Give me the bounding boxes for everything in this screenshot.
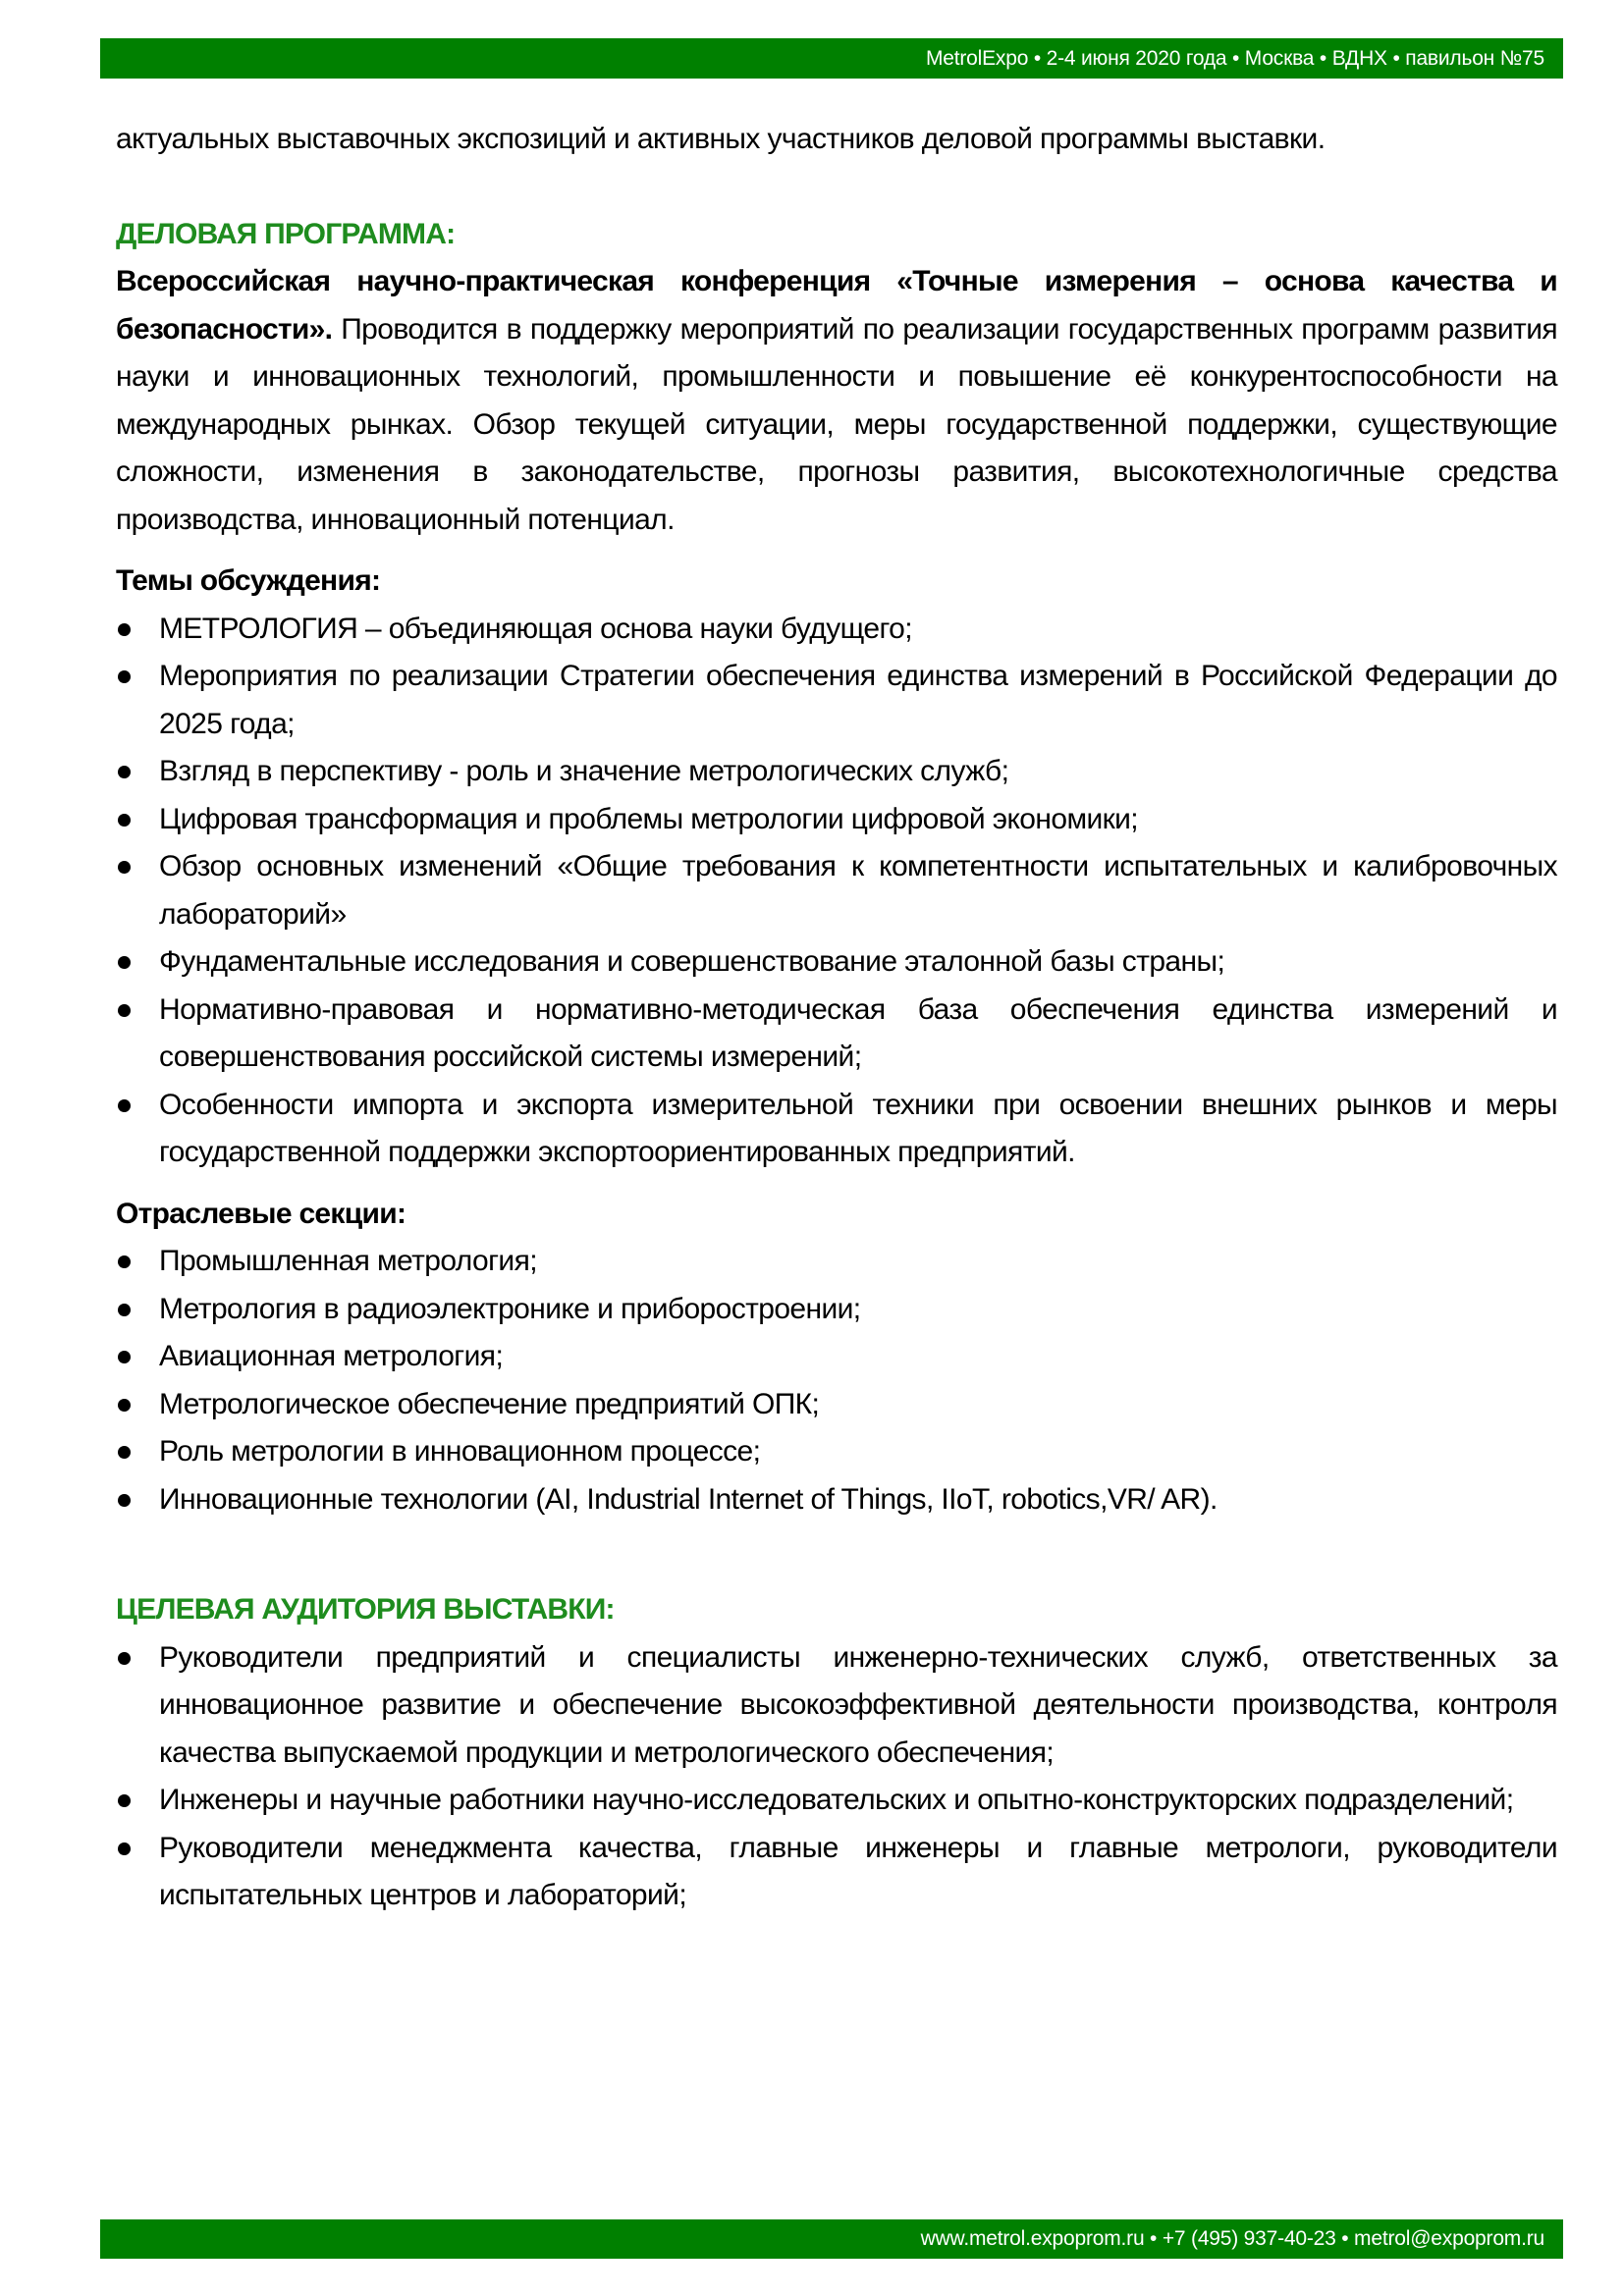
blank-line bbox=[116, 1523, 1557, 1586]
bullet-icon bbox=[118, 1255, 131, 1268]
target-audience-heading: ЦЕЛЕВАЯ АУДИТОРИЯ ВЫСТАВКИ: bbox=[116, 1593, 615, 1626]
list-item bbox=[116, 1825, 1557, 1920]
target-audience-list bbox=[116, 1634, 1557, 1920]
list-item-text: МЕТРОЛОГИЯ – объединяющая основа науки будущего; bbox=[159, 612, 912, 645]
sections-heading: Отраслевые секции: bbox=[116, 1197, 406, 1230]
business-program-heading: ДЕЛОВАЯ ПРОГРАММА: bbox=[116, 217, 456, 250]
bullet-icon bbox=[118, 1399, 131, 1412]
list-item-text: Промышленная метрология; bbox=[159, 1245, 537, 1277]
topics-heading: Темы обсуждения: bbox=[116, 564, 381, 597]
list-item bbox=[116, 1428, 1557, 1476]
list-item-text: Нормативно-правовая и нормативно-методическая база обеспечения единства измерений и совершенствования российской системы измерений; bbox=[159, 992, 1557, 1073]
bullet-icon bbox=[118, 1652, 131, 1665]
list-item bbox=[116, 1082, 1557, 1177]
list-item-text: Метрология в радиоэлектронике и приборостроении; bbox=[159, 1292, 861, 1325]
list-item bbox=[116, 1286, 1557, 1334]
list-item bbox=[116, 1476, 1557, 1524]
list-item-text: Метрологическое обеспечение предприятий ОПК; bbox=[159, 1387, 820, 1420]
list-item-text: Инженеры и научные работники научно-исследовательских и опытно-конструкторских подразделений; bbox=[159, 1784, 1514, 1816]
bullet-icon bbox=[118, 1842, 131, 1855]
paragraph-gap bbox=[116, 544, 1557, 558]
list-item bbox=[116, 748, 1557, 796]
list-item-text: Руководители предприятий и специалисты инженерно-технических служб, ответственных за инновационное развитие и обеспечение высокоэффективной деятельности производства, контроля качества выпускаемой продукции и метрологического обеспечения; bbox=[159, 1640, 1557, 1769]
footer-phone[interactable]: +7 (495) 937-40-23 bbox=[1162, 2227, 1336, 2250]
list-item bbox=[116, 1238, 1557, 1286]
bullet-icon bbox=[118, 1794, 131, 1807]
list-item bbox=[116, 653, 1557, 748]
bullet-icon bbox=[118, 1446, 131, 1459]
footer-separator: • bbox=[1335, 2227, 1355, 2250]
list-item-text: Взгляд в перспективу - роль и значение метрологических служб; bbox=[159, 755, 1009, 787]
page-content bbox=[116, 116, 1557, 1920]
list-item-text: Фундаментальные исследования и совершенствование эталонной базы страны; bbox=[159, 945, 1225, 978]
footer-website-link[interactable]: www.metrol.expoprom.ru bbox=[920, 2227, 1145, 2250]
list-item bbox=[116, 1381, 1557, 1429]
header-band bbox=[100, 38, 1563, 79]
footer-separator: • bbox=[1144, 2227, 1163, 2250]
list-item bbox=[116, 1777, 1557, 1825]
bullet-icon bbox=[118, 861, 131, 874]
intro-paragraph: актуальных выставочных экспозиций и активных участников деловой программы выставки. bbox=[116, 123, 1326, 155]
header-event-info: MetrolExpo • 2-4 июня 2020 года • Москва • ВДНХ • павильон №75 bbox=[925, 47, 1544, 70]
bullet-icon bbox=[118, 670, 131, 683]
paragraph-gap bbox=[116, 1177, 1557, 1191]
topics-list bbox=[116, 606, 1557, 1177]
list-item-text: Руководители менеджмента качества, главные инженеры и главные метрологи, руководители испытательных центров и лабораторий; bbox=[159, 1831, 1557, 1911]
list-item bbox=[116, 606, 1557, 654]
list-item-text: Авиационная метрология; bbox=[159, 1340, 504, 1372]
bullet-icon bbox=[118, 1004, 131, 1017]
footer-email-link[interactable]: metrol@expoprom.ru bbox=[1354, 2227, 1544, 2250]
list-item-text: Мероприятия по реализации Стратегии обеспечения единства измерений в Российской Федерации до 2025 года; bbox=[159, 660, 1557, 740]
conference-paragraph bbox=[116, 258, 1557, 544]
bullet-icon bbox=[118, 766, 131, 778]
footer-band bbox=[100, 2219, 1563, 2259]
list-item-text: Цифровая трансформация и проблемы метрологии цифровой экономики; bbox=[159, 802, 1139, 835]
list-item-text: Особенности импорта и экспорта измерительной техники при освоении внешних рынков и меры государственной поддержки экспортоориентированных предприятий. bbox=[159, 1088, 1557, 1168]
sections-list bbox=[116, 1238, 1557, 1523]
list-item bbox=[116, 1333, 1557, 1381]
conference-title: Всероссийская научно-практическая конференция «Точные измерения – основа качества и безопасности». bbox=[116, 265, 1557, 346]
list-item-text: Обзор основных изменений «Общие требования к компетентности испытательных и калибровочных лабораторий» bbox=[159, 850, 1557, 931]
bullet-icon bbox=[118, 623, 131, 636]
list-item bbox=[116, 843, 1557, 938]
list-item-text: Роль метрологии в инновационном процессе; bbox=[159, 1435, 761, 1468]
list-item bbox=[116, 987, 1557, 1082]
bullet-icon bbox=[118, 956, 131, 969]
bullet-icon bbox=[118, 1494, 131, 1507]
list-item bbox=[116, 938, 1557, 987]
bullet-icon bbox=[118, 814, 131, 827]
conference-description: Проводится в поддержку мероприятий по реализации государственных программ развития науки и инновационных технологий, промышленности и повышение её конкурентоспособности на международных рынках. Обзор текущей ситуации, меры государственной поддержки, существующие сложности, изменения в законодательстве, прогнозы развития, высокотехнологичные средства производства, инновационный потенциал. bbox=[116, 312, 1557, 536]
list-item bbox=[116, 796, 1557, 844]
bullet-icon bbox=[118, 1351, 131, 1363]
bullet-icon bbox=[118, 1099, 131, 1112]
list-item bbox=[116, 1634, 1557, 1778]
bullet-icon bbox=[118, 1304, 131, 1316]
list-item-text: Инновационные технологии (AI, Industrial Internet of Things, IIoT, robotics,VR/ AR). bbox=[159, 1482, 1218, 1516]
blank-line bbox=[116, 164, 1557, 211]
